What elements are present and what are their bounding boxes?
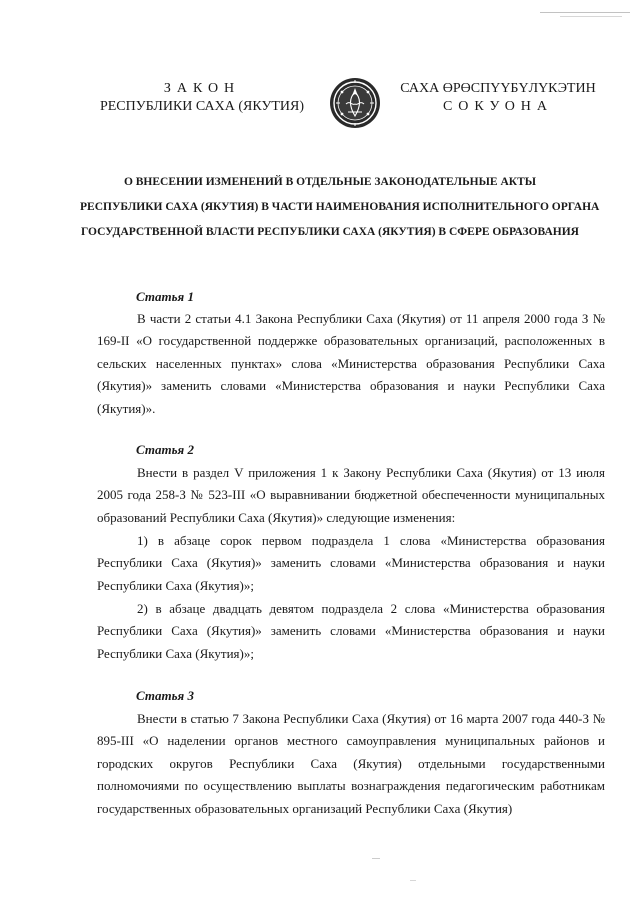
title-line: ГОСУДАРСТВЕННОЙ ВЛАСТИ РЕСПУБЛИКИ САХА (ЯКУТИЯ) В СФЕРЕ ОБРАЗОВАНИЯ: [81, 226, 579, 238]
article-2-item-1-text: 1) в абзаце сорок первом подраздела 1 слова «Министерства образования Республики Саха (Якутия)» заменить словами «Министерства образования и науки Республики Саха (Якутия)»;: [97, 533, 605, 593]
coat-of-arms-icon: [328, 76, 382, 130]
article-3-text: [97, 708, 605, 820]
article-1-heading: Статья 1: [136, 289, 194, 304]
header-republic-name: РЕСПУБЛИКИ САХА (ЯКУТИЯ): [99, 99, 305, 114]
title-line: РЕСПУБЛИКИ САХА (ЯКУТИЯ) В ЧАСТИ НАИМЕНОВАНИЯ ИСПОЛНИТЕЛЬНОГО ОРГАНА: [80, 201, 600, 213]
article-2-item-1: [97, 530, 605, 597]
header-left: [84, 80, 320, 116]
header-law-word: ЗАКОН: [163, 81, 241, 96]
scan-mark: [540, 12, 630, 13]
article-1-body: В части 2 статьи 4.1 Закона Республики Саха (Якутия) от 11 апреля 2000 года З № 169-II «О государственной поддержке образовательных организаций, расположенных в сельских населенных пунктах» слова «Министерства образования Республики Саха (Якутия)» заменить словами «Министерства образования и науки Республики Саха (Якутия)».: [97, 311, 605, 416]
header-republic-name-yakut: САХА ӨРӨСПҮҮБҮЛҮКЭТИН: [400, 81, 596, 96]
article-2-heading: Статья 2: [136, 442, 194, 457]
article-3-body: Внести в статью 7 Закона Республики Саха (Якутия) от 16 марта 2007 года 440-З № 895-III «О наделении органов местного самоуправления муниципальных районов и городских округов Республики Саха (Якутия) отдельными государственными полномочиями по осуществлению выплаты вознаграждения педагогическим работникам государственных образовательных организаций Республики Саха (Якутия): [97, 711, 605, 816]
scan-mark: [560, 16, 622, 17]
scan-mark: [372, 858, 380, 859]
article-1-text: [97, 308, 605, 420]
header-law-word-yakut: СОКУОНА: [442, 99, 554, 114]
article-2-intro-text: Внести в раздел V приложения 1 к Закону Республики Саха (Якутия) от 13 июля 2005 года 258-З № 523-III «О выравнивании бюджетной обеспеченности муниципальных образований Республики Саха (Якутия)» следующие изменения:: [97, 465, 605, 525]
article-2-intro: [97, 462, 605, 529]
document-title: [80, 170, 600, 245]
title-line: О ВНЕСЕНИИ ИЗМЕНЕНИЙ В ОТДЕЛЬНЫЕ ЗАКОНОДАТЕЛЬНЫЕ АКТЫ: [123, 176, 537, 188]
article-2-item-2: [97, 598, 605, 665]
scan-mark: [410, 880, 416, 881]
article-3-heading: Статья 3: [136, 688, 194, 703]
article-2-item-2-text: 2) в абзаце двадцать девятом подраздела 2 слова «Министерства образования Республики Саха (Якутия)» заменить словами «Министерства образования и науки Республики Саха (Якутия)»;: [97, 601, 605, 661]
header-right: [388, 80, 608, 116]
